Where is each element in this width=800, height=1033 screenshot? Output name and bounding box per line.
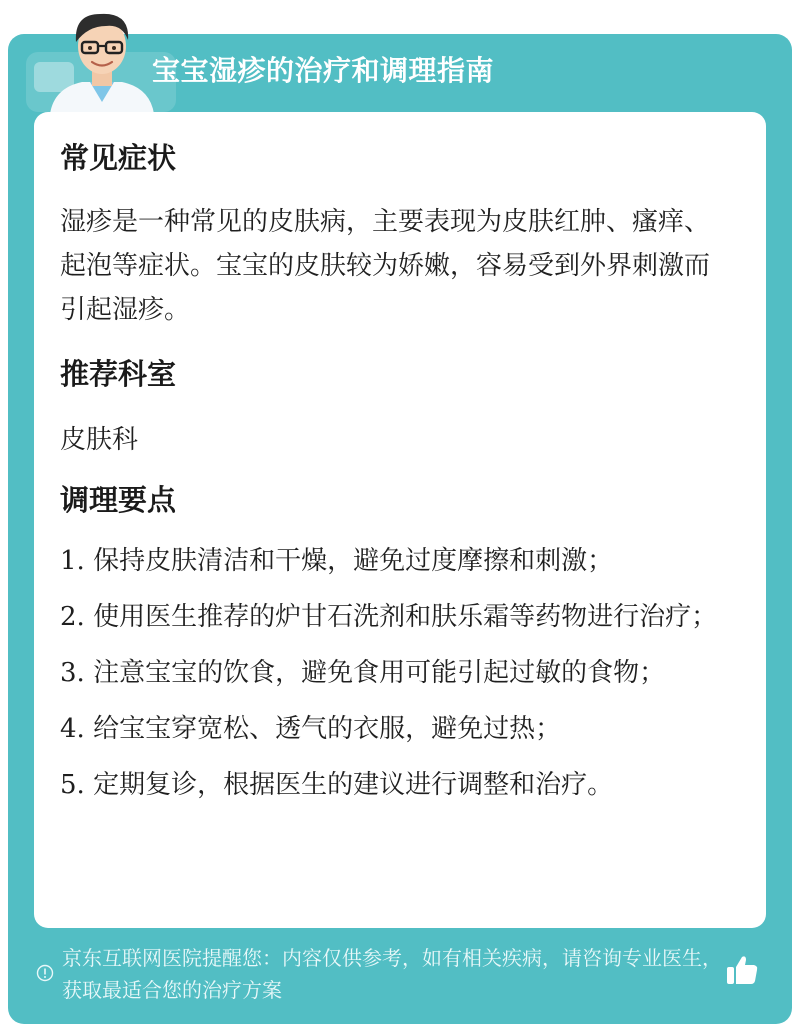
care-point-item	[60, 538, 730, 584]
care-point-number: 4.	[60, 714, 85, 744]
care-point-text: 使用医生推荐的炉甘石洗剂和肤乐霜等药物进行治疗；	[93, 602, 718, 632]
care-point-item	[60, 706, 730, 752]
care-point-text: 保持皮肤清洁和干燥，避免过度摩擦和刺激；	[93, 546, 614, 576]
care-point-text: 给宝宝穿宽松、透气的衣服，避免过热；	[93, 714, 562, 744]
doctor-avatar	[42, 6, 162, 114]
thumbs-up-icon[interactable]	[724, 952, 760, 988]
care-point-text: 注意宝宝的饮食，避免食用可能引起过敏的食物；	[93, 658, 666, 688]
page-title: 宝宝湿疹的治疗和调理指南	[152, 54, 495, 87]
care-point-number: 2.	[60, 602, 85, 632]
section-body-department: 皮肤科	[60, 425, 139, 455]
care-point-item	[60, 650, 730, 696]
section-title-symptoms: 常见症状	[60, 141, 177, 175]
section-body-symptoms: 湿疹是一种常见的皮肤病，主要表现为皮肤红肿、瘙痒、起泡等症状。宝宝的皮肤较为娇嫩，容易受到外界刺激而引起湿疹。	[60, 207, 711, 325]
content-body	[60, 136, 730, 808]
section-title-care-points: 调理要点	[60, 483, 177, 517]
section-title-department: 推荐科室	[60, 357, 177, 391]
care-point-item	[60, 762, 730, 808]
info-icon	[36, 964, 54, 982]
disclaimer-notice: 京东互联网医院提醒您：内容仅供参考，如有相关疾病，请咨询专业医生，获取最适合您的治疗方案	[62, 946, 722, 1002]
care-point-number: 1.	[60, 546, 85, 576]
care-point-number: 3.	[60, 658, 85, 688]
care-point-text: 定期复诊，根据医生的建议进行调整和治疗。	[93, 770, 614, 800]
care-point-item	[60, 594, 730, 640]
care-point-number: 5.	[60, 770, 85, 800]
